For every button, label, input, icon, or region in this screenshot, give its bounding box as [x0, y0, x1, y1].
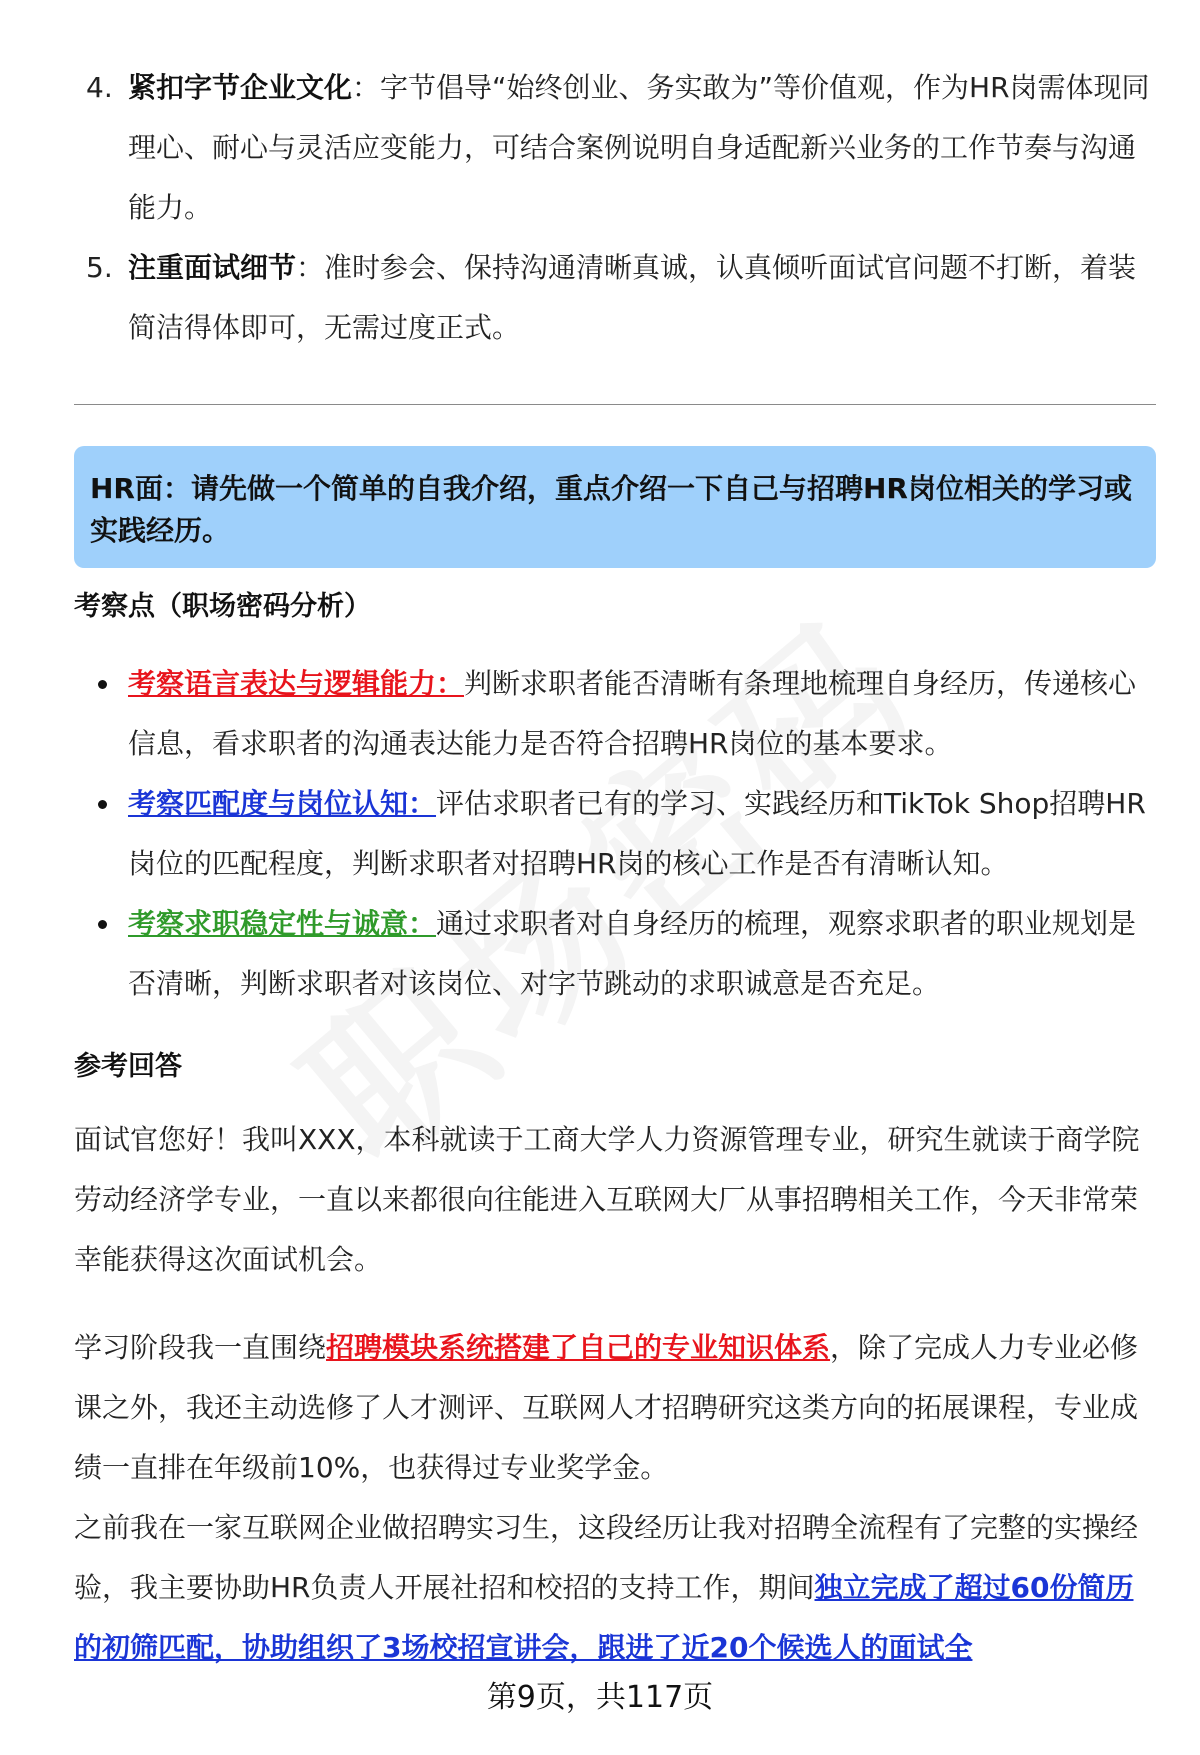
list-number: 5.: [86, 251, 113, 284]
list-number: 4.: [86, 71, 113, 104]
point-label: 考察求职稳定性与诚意：: [128, 907, 437, 940]
bullet-icon: [74, 894, 128, 1014]
page-footer: 第9页，共117页: [486, 1680, 714, 1715]
list-item: [74, 894, 1156, 1014]
list-item: 5. 注重面试细节：准时参会、保持沟通清晰真诚，认真倾听面试官问题不打断，着装简洁得体即可，无需过度正式。: [74, 238, 1154, 358]
list-item-text: 字节倡导“始终创业、务实敢为”等价值观，作为HR岗需体现同理心、耐心与灵活应变能力，可结合案例说明自身适配新兴业务的工作节奏与沟通能力。: [128, 71, 1150, 224]
list-item: [74, 774, 1156, 894]
list-item-text: 准时参会、保持沟通清晰真诚，认真倾听面试官问题不打断，着装简洁得体即可，无需过度正式。: [128, 251, 1137, 344]
point-text: 判断求职者能否清晰有条理地梳理自身经历，传递核心信息，看求职者的沟通表达能力是否符合招聘HR岗位的基本要求。: [128, 667, 1137, 760]
list-item: [74, 654, 1156, 774]
point-label: 考察匹配度与岗位认知：: [128, 787, 437, 820]
question-box: HR面：请先做一个简单的自我介绍，重点介绍一下自己与招聘HR岗位相关的学习或实践经历。: [74, 446, 1156, 568]
point-text: 评估求职者已有的学习、实践经历和TikTok Shop招聘HR岗位的匹配程度，判断求职者对招聘HR岗的核心工作是否有清晰认知。: [128, 787, 1146, 880]
point-label: 考察语言表达与逻辑能力：: [128, 667, 465, 700]
list-item-title: 注重面试细节: [128, 251, 297, 284]
answer-paragraph-2: 学习阶段我一直围绕招聘模块系统搭建了自己的专业知识体系，除了完成人力专业必修课之外，我还主动选修了人才测评、互联网人才招聘研究这类方向的拓展课程，专业成绩一直排在年级前10%，也获得过专业奖学金。: [74, 1331, 1139, 1484]
bullet-list: [74, 654, 1156, 1014]
bullet-icon: [74, 774, 128, 894]
section-heading-analysis: 考察点（职场密码分析）: [74, 591, 371, 622]
ordered-list: [74, 58, 1154, 358]
highlight-text: 独立完成了超过60份简历的初筛匹配，协助组织了3场校招宣讲会，跟进了近20个候选人的面试全: [74, 1571, 1134, 1664]
list-item: 4. 紧扣字节企业文化：字节倡导“始终创业、务实敢为”等价值观，作为HR岗需体现同理心、耐心与灵活应变能力，可结合案例说明自身适配新兴业务的工作节奏与沟通能力。: [74, 58, 1154, 238]
section-heading-answer: 参考回答: [74, 1051, 182, 1082]
answer-paragraph-1: 面试官您好！我叫XXX，本科就读于工商大学人力资源管理专业，研究生就读于商学院劳动经济学专业，一直以来都很向往能进入互联网大厂从事招聘相关工作，今天非常荣幸能获得这次面试机会。: [74, 1123, 1140, 1276]
point-text: 通过求职者对自身经历的梳理，观察求职者的职业规划是否清晰，判断求职者对该岗位、对字节跳动的求职诚意是否充足。: [128, 907, 1137, 1000]
list-item-title: 紧扣字节企业文化: [128, 71, 353, 104]
bullet-icon: [74, 654, 128, 774]
horizontal-divider: [74, 404, 1156, 405]
highlight-text: 招聘模块系统搭建了自己的专业知识体系: [326, 1331, 831, 1364]
answer-paragraph-3: 之前我在一家互联网企业做招聘实习生，这段经历让我对招聘全流程有了完整的实操经验，我主要协助HR负责人开展社招和校招的支持工作，期间独立完成了超过60份简历的初筛匹配，协助组织了3场校招宣讲会，跟进了近20个候选人的面试全: [74, 1511, 1139, 1664]
